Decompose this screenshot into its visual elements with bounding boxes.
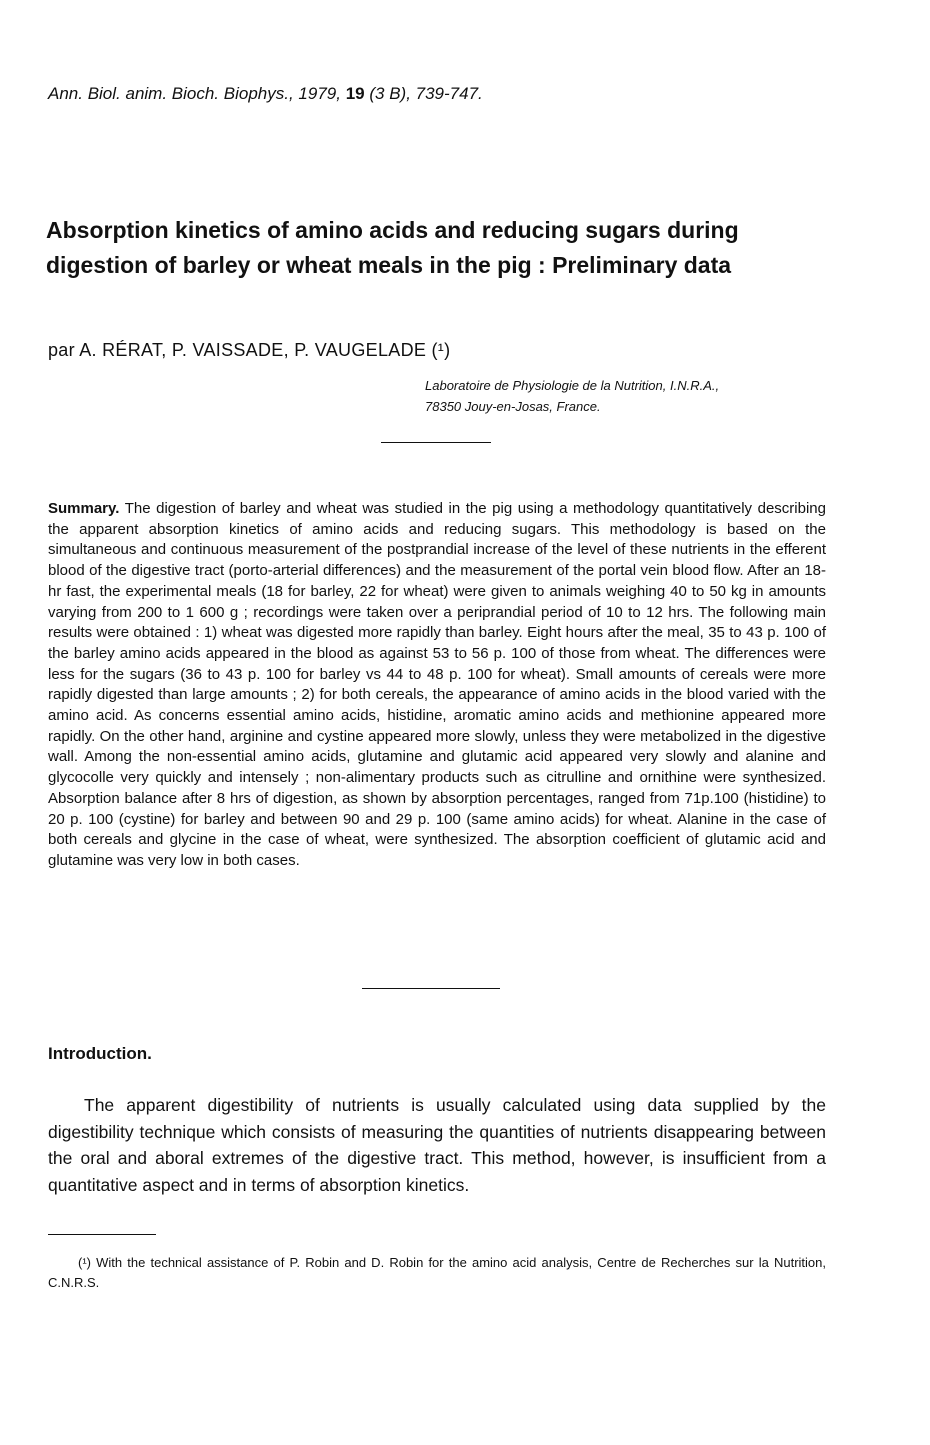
summary-text: The digestion of barley and wheat was studied in the pig using a methodology quantitatively describing the apparent absorption kinetics of amino acids and reducing sugars. This methodology is based on the simultaneous and continuous measurement of the postprandial increase of the level of these nutrients in the efferent blood of the digestive tract (porto-arterial differences) and the measurement of the portal vein blood flow. After an 18-hr fast, the experimental meals (18 for barley, 22 for wheat) were given to animals weighing 40 to 50 kg in amounts varying from 200 to 1 600 g ; recordings were taken over a periprandial period of 10 to 12 hrs. The following main results were obtained : 1) wheat was digested more rapidly than barley. Eight hours after the meal, 35 to 43 p. 100 of the barley amino acids appeared in the blood as against 53 to 56 p. 100 of those from wheat. The differences were less for the sugars (36 to 43 p. 100 for barley vs 44 to 48 p. 100 for wheat). Small amounts of cereals were more rapidly digested than large amounts ; 2) for both cereals, the appearance of amino acids in the blood varied with the amino acid. As concerns essential amino acids, histidine, aromatic amino acids and methionine appeared more rapidly. On the other hand, arginine and cystine appeared more slowly, unless they were metabolized in the digestive wall. Among the non-essential amino acids, glutamine and glutamic acid appeared very slowly and alanine and glycocolle very quickly and intensely ; non-alimentary products such as citrulline and ornithine were synthesized. Absorption balance after 8 hrs of digestion, as shown by absorption percentages, ranged from 71p.100 (histidine) to 20 p. 100 (cystine) for barley and between 90 and 29 p. 100 (same amino acids) for wheat. Alanine in the case of both cereals and glycine in the case of wheat, were synthesized. The absorption coefficient of glutamic acid and glutamine was very low in both cases. bbox=[48, 500, 826, 869]
journal-citation bbox=[48, 84, 483, 104]
journal-volume: 19 bbox=[345, 84, 365, 103]
affiliation bbox=[425, 375, 719, 417]
introduction-heading: Introduction. bbox=[48, 1044, 152, 1063]
divider-bottom bbox=[362, 988, 500, 989]
journal-issue-pages: (3 B), 739-747. bbox=[369, 84, 483, 103]
summary-label: Summary. bbox=[48, 500, 120, 517]
author-line: par A. RÉRAT, P. VAISSADE, P. VAUGELADE (¹) bbox=[48, 340, 451, 360]
journal-name: Ann. Biol. anim. Bioch. Biophys., bbox=[48, 84, 294, 103]
introduction-paragraph: The apparent digestibility of nutrients is usually calculated using data supplied by the digestibility technique which consists of measuring the quantities of nutrients disappearing between the oral and aboral extremes of the digestive tract. This method, however, is insufficient from a quantitative aspect and in terms of absorption kinetics. bbox=[48, 1095, 826, 1195]
affiliation-line-1: Laboratoire de Physiologie de la Nutrition, I.N.R.A., bbox=[425, 378, 720, 393]
footnote-rule bbox=[48, 1234, 156, 1235]
footnote: (¹) With the technical assistance of P. Robin and D. Robin for the amino acid analysis, Centre de Recherches sur la Nutrition, C.N.R.S. bbox=[48, 1255, 826, 1290]
paper-title: Absorption kinetics of amino acids and reducing sugars during digestion of barley or wheat meals in the pig : Preliminary data bbox=[46, 217, 739, 278]
divider-top bbox=[381, 442, 491, 443]
affiliation-line-2: 78350 Jouy-en-Josas, France. bbox=[425, 399, 601, 414]
journal-year: 1979, bbox=[298, 84, 341, 103]
summary-block bbox=[48, 499, 826, 872]
